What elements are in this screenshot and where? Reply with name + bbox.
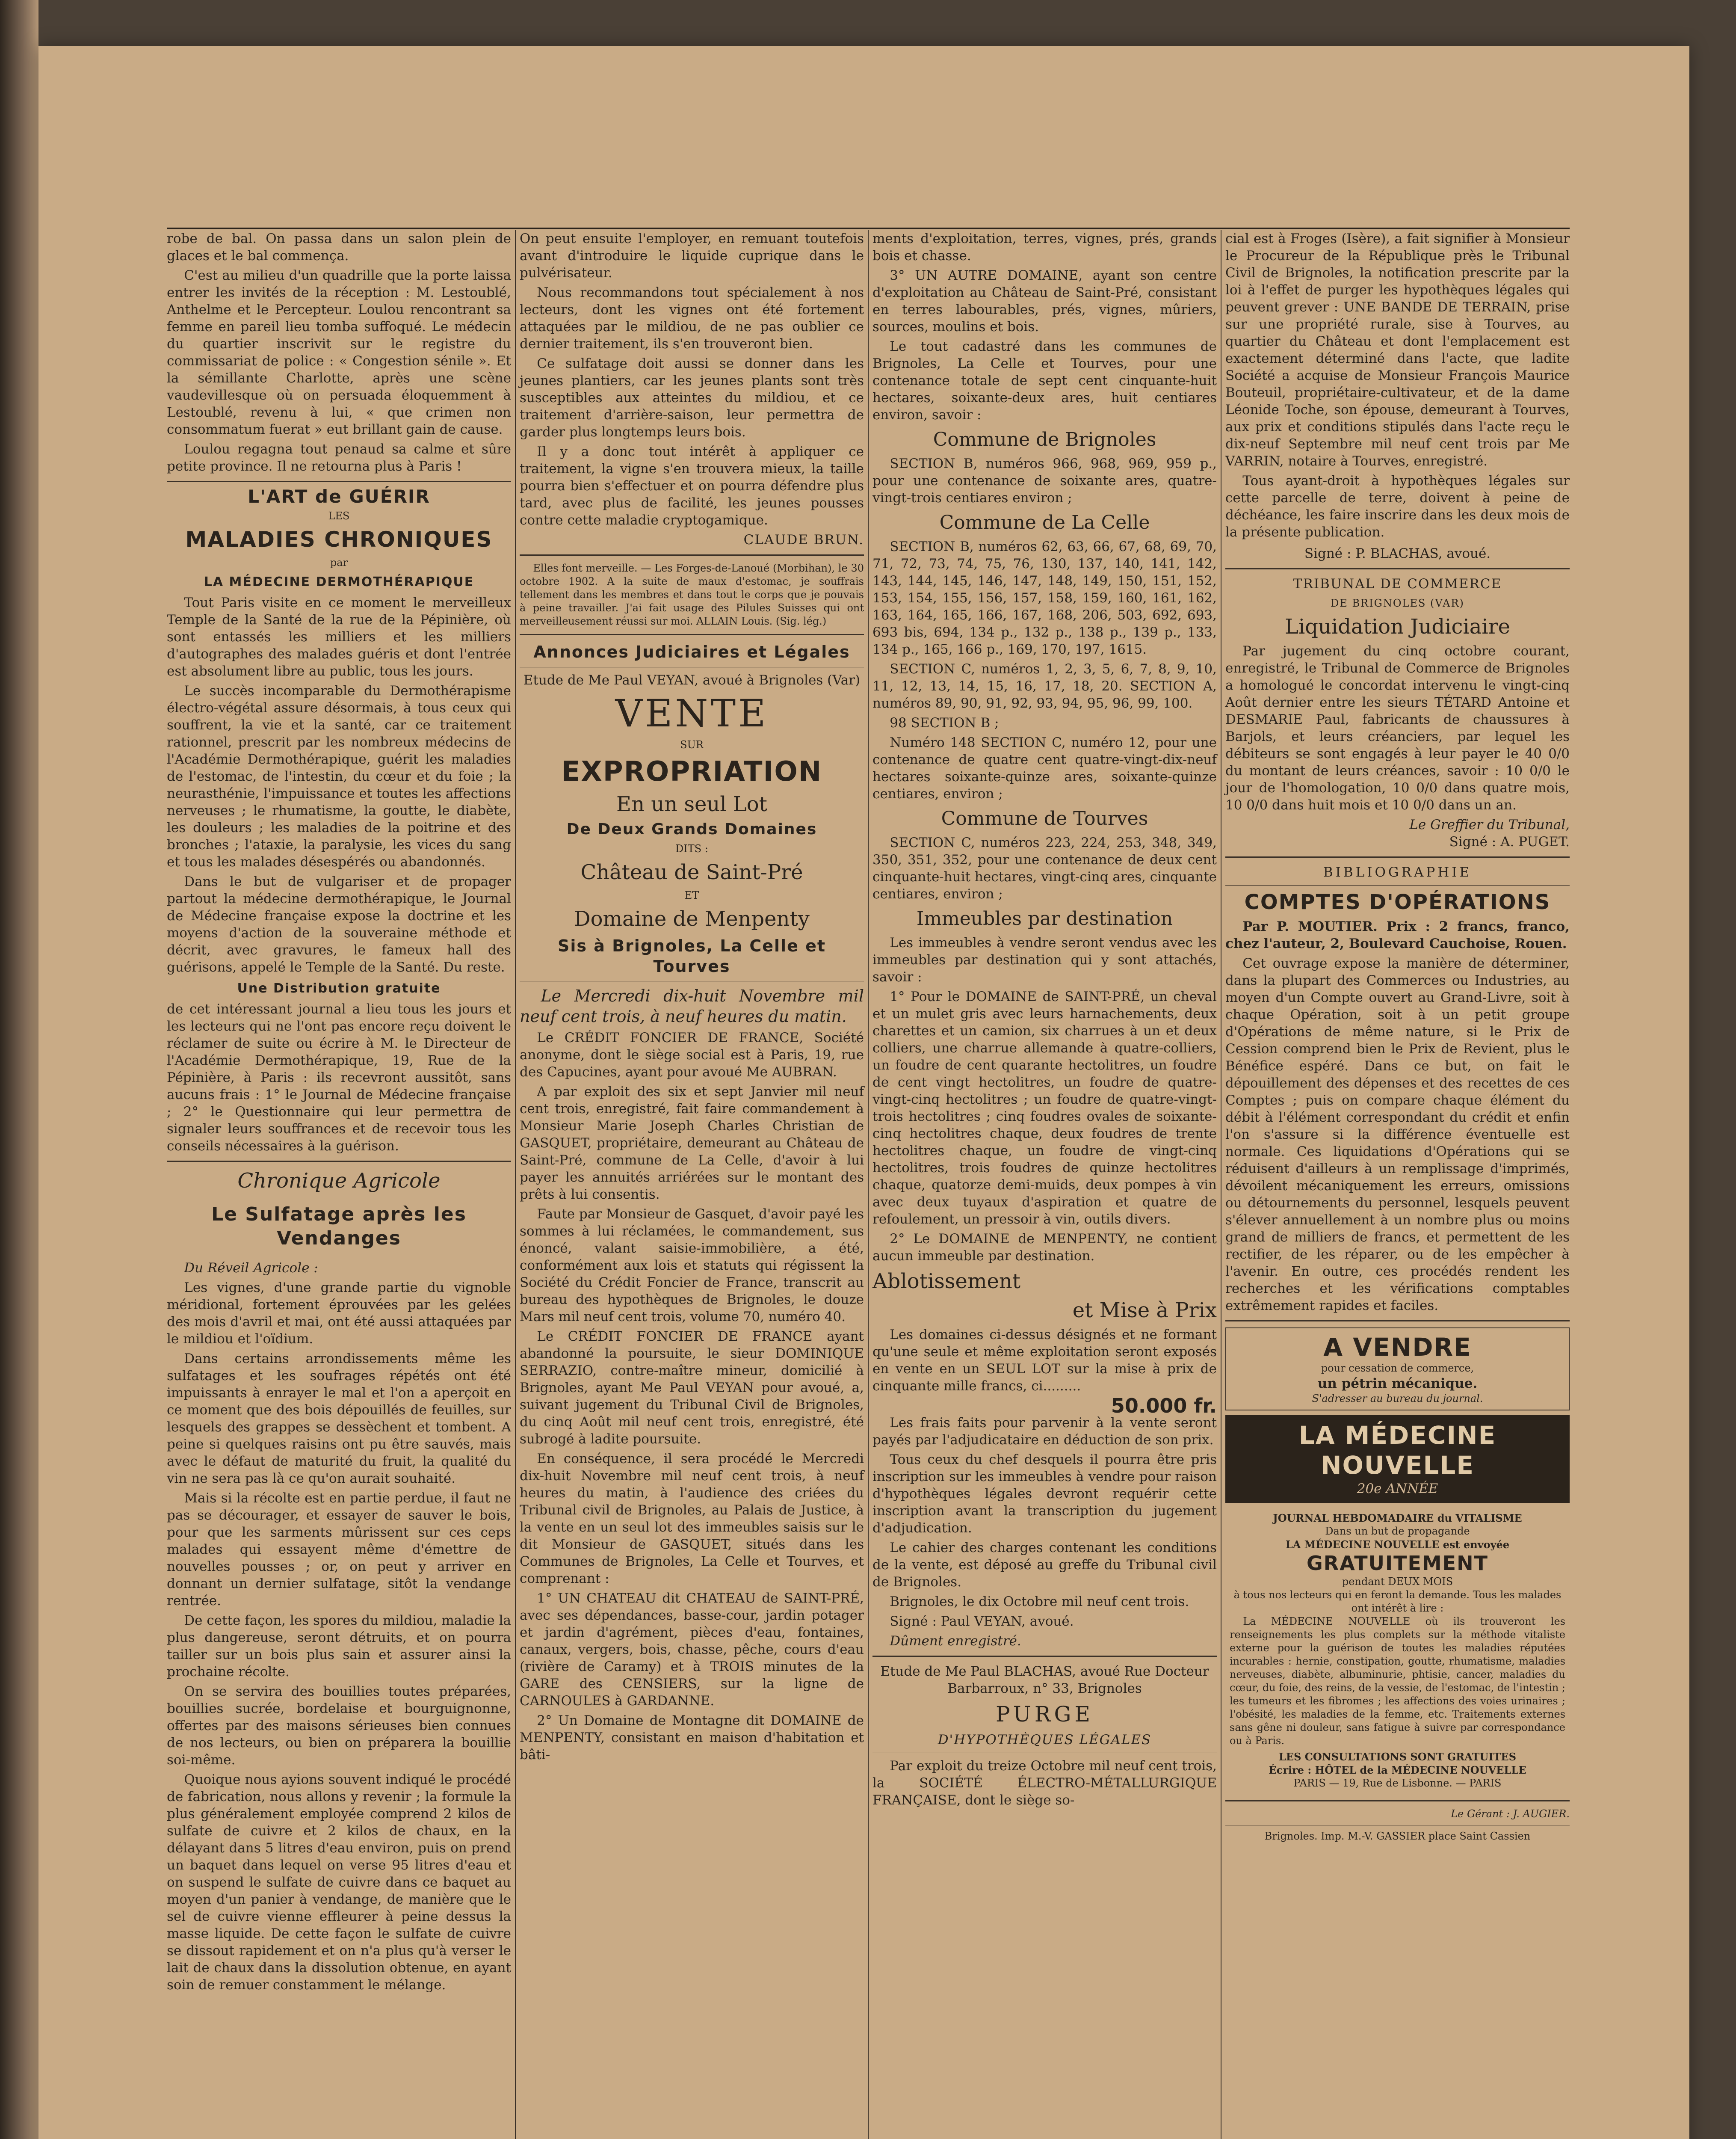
paragraph: On peut ensuite l'employer, en remuant toutefois avant d'introduire le liquide cuprique dans le pulvérisateur. [520, 231, 864, 281]
notice-header: Etude de Me Paul VEYAN, avoué à Brignoles (Var) [523, 673, 861, 688]
ad-text: Dans un but de propagande [1325, 1525, 1470, 1537]
signature: Signé : Paul VEYAN, avoué. [890, 1614, 1074, 1629]
paragraph: En conséquence, il sera procédé le Mercredi dix-huit Novembre mil neuf cent trois, à neuf heures du matin, à l'audience des criées du Tribunal civil de Brignoles, au Palais de Justice, à la vente en un seul lot des immeubles saisis sur le dit Monsieur de GASQUET, situés dans les Communes de Brignoles, La Celle et Tourves, et comprenant : [520, 1451, 864, 1586]
paragraph: Loulou regagna tout penaud sa calme et sûre petite province. Il ne retourna plus à Paris ! [167, 441, 511, 474]
paragraph: Les frais faits pour parvenir à la vente seront payés par l'adjudicataire en déduction de son prix. [872, 1415, 1217, 1448]
paragraph: Par exploit du treize Octobre mil neuf cent trois, la SOCIÉTÉ ÉLECTRO-MÉTALLURGIQUE FRANÇAISE, dont le siège so- [872, 1758, 1217, 1808]
paragraph: 2° Le DOMAINE de MENPENTY, ne contient aucun immeuble par destination. [872, 1231, 1217, 1264]
notice-sub: ET [684, 889, 699, 901]
paragraph: Faute par Monsieur de Gasquet, d'avoir payé les sommes à lui réclamées, le commandement, sus énoncé, valant saisie-immobilière, a été, conformément aux lois et statuts qui régissent la Société du Crédit Foncier de France, transcrit au bureau des hypothèques de Brignoles, le douze Mars mil neuf cent trois, volume 70, numéro 40. [520, 1206, 864, 1324]
printer-line: Brignoles. Imp. M.-V. GASSIER place Saint Cassien [1264, 1830, 1531, 1842]
notice-sub: De Deux Grands Domaines [566, 821, 817, 838]
ad-text: un pétrin mécanique. [1317, 1376, 1478, 1391]
ad-title: MALADIES CHRONIQUES [185, 527, 493, 552]
paragraph: SECTION C, numéros 1, 2, 3, 5, 6, 7, 8, 9, 10, 11, 12, 13, 14, 15, 16, 17, 18, 20. SECTION A, numéros 89, 90, 91, 92, 93, 94, 95, 96, 99, 100. [872, 661, 1217, 711]
testimonial: Elles font merveille. — Les Forges-de-Lanoué (Morbihan), le 30 octobre 1902. A la suite de maux d'estomac, je souffrais tellement dans les membres et dans tout le corps que je pouvais à peine travailler. J'ai fait usage des Pilules Suisses qui ont merveilleusement réussi sur moi. ALLAIN Louis. (Sig. lég.) [520, 562, 864, 627]
ad-title: GRATUITEMENT [1307, 1552, 1488, 1575]
notice-sub: SUR [680, 739, 704, 751]
divider [1225, 568, 1570, 569]
paragraph: Dans certains arrondissements même les sulfatages et les soufrages répétés ont été impuissants à enrayer le mal et l'on a aperçoit en ce moment que des bois dépouillés de feuilles, sur lesquels des grappes se dessèchent et tombent. A peine si quelques raisins ont pu être sauvés, mais avec le défaut de maturité du fruit, la qualité du vin ne sera pas là ce qu'on aurait souhaité. [167, 1351, 511, 1486]
ad-title: LA MÉDECINE NOUVELLE [1298, 1421, 1496, 1480]
vente-heading: VENTE [615, 691, 769, 735]
section-heading: Immeubles par destination [916, 908, 1173, 930]
column-1 [167, 230, 511, 2139]
notice-sub: DITS : [675, 843, 708, 855]
ad-text: à tous nos lecteurs qui en feront la demande. Tous les malades ont intérêt à lire : [1233, 1589, 1562, 1614]
divider [1225, 1320, 1570, 1321]
classified-ad [1225, 1327, 1570, 1410]
divider [1225, 856, 1570, 858]
paragraph: De cette façon, les spores du mildiou, maladie la plus dangereuse, seront détruits, et on pourra tailler sur un bois plus sain et assurer ainsi la prochaine récolte. [167, 1613, 511, 1680]
signature: CLAUDE BRUN. [743, 532, 864, 548]
notice-header: TRIBUNAL DE COMMERCE [1293, 576, 1502, 592]
notice-sub: En un seul Lot [616, 792, 767, 816]
paragraph: Le cahier des charges contenant les conditions de la vente, est déposé au greffe du Tribunal civil de Brignoles. [872, 1540, 1217, 1590]
paragraph: 1° Pour le DOMAINE de SAINT-PRÉ, un cheval et un mulet gris avec leurs harnachements, deux charettes et un camion, six charrues à un et deux colliers, une charrue allemande à quatre-colliers, un foudre de cent quarante hectolitres, un foudre de cent vingt hectolitres, un foudre de quatre-vingt-cinq hectolitres ; un foudre de quatre-vingt-trois hectolitres ; cinq foudres ovales de soixante-cinq hectolitres chaque, deux foudres de trente hectolitres chaque, un foudre de vingt-cinq hectolitres, trois foudres de quinze hectolitres chaque, quatorze demi-muids, deux pompes à vin avec deux tuyaux d'aspiration et quatre de refoulement, un pressoir à vin, outils divers. [872, 989, 1217, 1227]
paragraph: On se servira des bouillies toutes préparées, bouillies sucrée, bordelaise et bourguignonne, offertes par des maisons sérieuses bien connues de nos lecteurs, ou bien on préparera la bouillie soi-même. [167, 1684, 511, 1768]
paragraph: Les vignes, d'une grande partie du vignoble méridional, fortement éprouvées par les gelées des mois d'avril et mai, ont été aussi attaquées par le mildiou et l'oïdium. [167, 1280, 511, 1347]
paragraph: Le CRÉDIT FONCIER DE FRANCE, Société anonyme, dont le siège social est à Paris, 19, rue des Capucines, ayant pour avoué Me AUBRAN. [520, 1030, 864, 1080]
ad-heading: L'ART de GUÉRIR [248, 486, 430, 507]
notice-header: Etude de Me Paul BLACHAS, avoué Rue Docteur Barbarroux, n° 33, Brignoles [880, 1664, 1209, 1696]
book-info: Par P. MOUTIER. Prix : 2 francs, franco, chez l'auteur, 2, Boulevard Cauchoise, Rouen. [1225, 919, 1570, 951]
paragraph: Ce sulfatage doit aussi se donner dans les jeunes plantiers, car les jeunes plants sont très susceptibles aux atteintes du mildiou, et ce traitement d'arrière-saison, leur permettra de garder plus longtemps leurs bois. [520, 356, 864, 440]
paragraph: Il y a donc tout intérêt à appliquer ce traitement, la vigne s'en trouvera mieux, la taille pourra bien s'effectuer et on pourra défendre plus tard, avec plus de facilité, les jeunes pousses contre cette maladie cryptogamique. [520, 444, 864, 528]
commune-heading: Commune de Tourves [941, 808, 1148, 830]
gerant-line: Le Gérant : J. AUGIER. [1451, 1808, 1570, 1820]
paragraph: 2° Un Domaine de Montagne dit DOMAINE de MENPENTY, consistant en maison d'habitation et bâti- [520, 1713, 864, 1763]
paragraph: Brignoles, le dix Octobre mil neuf cent trois. [890, 1594, 1189, 1609]
divider [872, 1656, 1217, 1657]
section-heading: et Mise à Prix [1072, 1298, 1217, 1322]
paragraph: ments d'exploitation, terres, vignes, prés, grands bois et chasse. [872, 231, 1217, 264]
paragraph: Le succès incomparable du Dermothérapisme électro-végétal assure désormais, à tous ceux qui souffrent, la vie et la santé, car ce traitement rationnel, prescrit par les nombreux médecins de l'Académie Dermothérapique, guérit les maladies de l'estomac, de l'intestin, du cœur et du foie ; la neurasthénie, l'impuissance et toutes les affections nerveuses ; le rhumatisme, la goutte, le diabète, les douleurs ; les maladies de la poitrine et des bronches ; l'ataxie, la paralysie, les vices du sang et tous les malades désespérés ou abandonnés. [167, 683, 511, 870]
expropriation-heading: EXPROPRIATION [561, 756, 822, 788]
source-line: Du Réveil Agricole : [184, 1260, 318, 1276]
paragraph: Dans le but de vulgariser et de propager partout la médecine dermothérapique, le Journal de Médecine française expose la doctrine et les moyens d'action de la souveraine méthode et décrit, avec gravures, le fameux hall des guérisons, appelé le Temple de la Santé. Du reste. [167, 874, 511, 975]
reserve-price: 50.000 fr. [1111, 1394, 1217, 1417]
medecine-ad-body [1225, 1507, 1570, 1794]
signature: Signé : P. BLACHAS, avoué. [1304, 546, 1491, 561]
paragraph: C'est au milieu d'un quadrille que la porte laissa entrer les invités de la réception : M. Lestoublé, Anthelme et le Percepteur. Loulou rencontrant sa femme en pareil lieu tomba suffoqué. Le médecin du quartier inscrivit sur le registre du commissariat de police : « Congestion sénile ». Et la sémillante Charlotte, après une scène vaudevillesque où on persuada éloquemment à Lestoublé, revenu à lui, « que crimen non consommatum fuerat » eut brillant gain de cause. [167, 268, 511, 437]
medecine-nouvelle-ad [1225, 1415, 1570, 1503]
divider [520, 554, 864, 556]
divider [167, 481, 511, 482]
paragraph: robe de bal. On passa dans un salon plein de glaces et le bal commença. [167, 231, 511, 264]
ad-text: pendant DEUX MOIS [1342, 1576, 1453, 1588]
purge-heading: PURGE [996, 1702, 1094, 1727]
sale-date: Le Mercredi dix-huit Novembre mil neuf cent trois, à neuf heures du matin. [520, 987, 864, 1026]
paragraph: Les domaines ci-dessus désignés et ne formant qu'une seule et même exploitation seront exposés en vente en un SEUL LOT sur la mise à prix de cinquante mille francs, ci......... [872, 1327, 1217, 1394]
paragraph: Mais si la récolte est en partie perdue, il faut ne pas se décourager, et essayer de sauver le bois, pour que les sarments mûrissent sur ces ceps malades qui essayent même d'émettre de nouvelles pousses ; or, on peut y arriver en donnant un dernier sulfatage, sitôt la vendange rentrée. [167, 1490, 511, 1609]
divider [520, 634, 864, 635]
registration-note: Dûment enregistré. [890, 1633, 1021, 1649]
book-title: COMPTES D'OPÉRATIONS [1244, 890, 1551, 914]
section-title: Annonces Judiciaires et Légales [533, 643, 850, 661]
paragraph: Par jugement du cinq octobre courant, enregistré, le Tribunal de Commerce de Brignoles a homologué le concordat intervenu le vingt-cinq Août dernier entre les sieurs TÉTARD Antoine et DESMARIE Paul, fabricants de chaussures à Barjols, et leurs créanciers, par lequel les débiteurs se sont engagés à leur payer le 40 0/0 du montant de leurs créances, savoir : 10 0/0 le jour de l'homologation, 10 0/0 dans quatre mois, 10 0/0 dans huit mois et 10 0/0 dans un an. [1225, 643, 1570, 813]
paragraph: Le CRÉDIT FONCIER DE FRANCE ayant abandonné la poursuite, le sieur DOMINIQUE SERRAZIO, contre-maître mineur, domicilié à Brignoles, ayant Me Paul VEYAN pour avoué, a, suivant jugement du Tribunal Civil de Brignoles, du cinq Août mil neuf cent trois, enregistré, été subrogé à ladite poursuite. [520, 1329, 864, 1447]
ad-text: 20e ANNÉE [1357, 1481, 1438, 1496]
section-heading: Ablotissement [872, 1269, 1021, 1293]
ad-text: S'adresser au bureau du journal. [1312, 1392, 1483, 1404]
paragraph: SECTION B, numéros 62, 63, 66, 67, 68, 69, 70, 71, 72, 73, 74, 75, 76, 130, 137, 140, 141, 142, 143, 144, 145, 146, 147, 148, 149, 150, 151, 152, 153, 154, 155, 156, 157, 158, 159, 160, 161, 162, 163, 164, 165, 166, 167, 168, 206, 503, 692, 693, 693 bis, 694, 134 p., 132 p., 138 p., 139 p., 133, 134 p., 165, 166 p., 169, 170, 197, 1615. [872, 539, 1217, 657]
ad-text: JOURNAL HEBDOMADAIRE du VITALISME [1273, 1512, 1522, 1524]
paragraph: A par exploit des six et sept Janvier mil neuf cent trois, enregistré, fait faire commandement à Monsieur Marie Joseph Charles Christian de GASQUET, propriétaire, demeurant au Château de Saint-Pré, commune de La Celle, d'avoir à lui payer les annuités arriérées sur le montant des prêts à lui consentis. [520, 1084, 864, 1202]
notice-sub: D'HYPOTHÈQUES LÉGALES [937, 1732, 1152, 1748]
signature: Le Greffier du Tribunal, [1409, 817, 1570, 832]
ad-title: A VENDRE [1323, 1333, 1472, 1362]
column-2 [520, 230, 864, 2139]
section-heading: Liquidation Judiciaire [1284, 615, 1511, 639]
book-binding [0, 0, 38, 2139]
ad-text: PARIS — 19, Rue de Lisbonne. — PARIS [1293, 1777, 1502, 1789]
ad-text: Écrire : HÔTEL de la MÉDECINE NOUVELLE [1269, 1764, 1526, 1776]
property-location: Sis à Brignoles, La Celle et Tourves [557, 936, 826, 976]
paragraph: Quoique nous ayions souvent indiqué le procédé de fabrication, nous allons y revenir ; la formule la plus généralement employée comprend 2 kilos de sulfate de cuivre et 2 kilos de chaux, en la délayant dans 5 litres d'eau environ, puis on prend un baquet dans lequel on verse 95 litres d'eau et on suspend le sulfate de cuivre dans ce baquet au moyen d'un panier à vendange, de manière que le sel de cuivre vienne effleurer à peine dessus la masse liquide. De cette façon le sulfate de cuivre se dissout rapidement et on n'a plus qu'à verser le lait de chaux dans la dissolution obtenue, en ayant soin de remuer constamment le mélange. [167, 1772, 511, 1993]
paragraph: Nous recommandons tout spécialement à nos lecteurs, dont les vignes ont été fortement attaquées par le mildiou, de ne pas oublier ce dernier traitement, ils s'en trouveront bien. [520, 285, 864, 352]
column-3 [872, 230, 1217, 2139]
text-area [167, 230, 1570, 2139]
paragraph: SECTION B, numéros 966, 968, 969, 959 p., pour une contenance de soixante ares, quatre-vingt-trois centiares environ ; [872, 456, 1217, 506]
section-heading: BIBLIOGRAPHIE [1323, 865, 1472, 880]
column-4 [1225, 230, 1570, 2139]
divider [167, 1161, 511, 1162]
ad-text: LA MÉDECINE NOUVELLE est envoyée [1285, 1538, 1510, 1551]
paragraph: Numéro 148 SECTION C, numéro 12, pour une contenance de quatre cent quatre-vingt-dix-neuf hectares soixante-quinze ares, soixante-quinze centiares, environ ; [872, 735, 1217, 802]
commune-heading: Commune de La Celle [939, 512, 1150, 533]
paragraph: Cet ouvrage expose la manière de déterminer, dans la plupart des Commerces ou Industries, au moyen d'un Compte ouvert au Grand-Livre, soit à chaque Opération, soit à un petit groupe d'Opérations de même nature, si le Prix de Cession comprend bien le Prix de Revient, plus le Bénéfice espéré. Dans ce but, on fait le dépouillement des dépenses et des recettes de ces Comptes ; puis on compare chaque élément du débit à l'élément correspondant du crédit et enfin l'on s'assure si la différence éventuelle est normale. Ces liquidations d'Opérations qui se réduisent d'ailleurs à un remplissage d'imprimés, dévoilent mécaniquement les erreurs, omissions ou détournements du personnel, lesquels peuvent s'élever annuellement à un nombre plus ou moins grand de milliers de francs, et permettent de les rectifier, de les réparer, ou de les empêcher à l'avenir. En outre, ces procédés rendent les recherches et les vérifications comptables extrêmement rapides et faciles. [1225, 956, 1570, 1313]
paragraph: Le tout cadastré dans les communes de Brignoles, La Celle et Tourves, pour une contenance totale de sept cent cinquante-huit hectares, soixante-deux ares, huit centiares environ, savoir : [872, 339, 1217, 423]
paragraph: 98 SECTION B ; [890, 715, 999, 731]
ad-text: La MÉDECINE NOUVELLE où ils trouveront les renseignements les plus complets sur la méthode vitaliste externe pour la guérison de toutes les maladies réputées incurables : hernie, constipation, goutte, rhumatisme, maladies nerveuses, diabète, albuminurie, phtisie, cancer, maladies du cœur, du foie, des reins, de la vessie, de l'estomac, de l'intestin ; les tumeurs et les fibromes ; les affections des voies urinaires ; l'obésité, les maladies de la femme, etc. Traitements externes sans gêne ni douleur, sans fatigue à suivre par correspondance ou à Paris. [1230, 1615, 1565, 1747]
paragraph: Tous ayant-droit à hypothèques légales sur cette parcelle de terre, doivent à peine de déchéance, les faire inscrire dans les deux mois de la présente publication. [1225, 473, 1570, 540]
column-rule [515, 230, 516, 2139]
commune-heading: Commune de Brignoles [933, 429, 1156, 450]
paragraph: Tout Paris visite en ce moment le merveilleux Temple de la Santé de la rue de la Pépinière, où sont entassés les milliers et les milliers d'autographes des malades guéris et dont l'entrée est absolument libre au public, tous les jours. [167, 595, 511, 679]
paragraph: Les immeubles à vendre seront vendus avec les immeubles par destination qui y sont attachés, savoir : [872, 935, 1217, 985]
ad-text: LES CONSULTATIONS SONT GRATUITES [1278, 1751, 1517, 1763]
signature: Signé : A. PUGET. [1449, 834, 1570, 850]
ad-subheading: par [330, 557, 348, 569]
property-name: Château de Saint-Pré [580, 860, 803, 884]
ad-subheading: LES [328, 510, 350, 522]
property-name: Domaine de Menpenty [574, 907, 810, 931]
paragraph: cial est à Froges (Isère), a fait signifier à Monsieur le Procureur de la République près le Tribunal Civil de Brignoles, la notification prescrite par la loi à l'effet de purger les hypothèques légales qui peuvent grever : UNE BANDE DE TERRAIN, prise sur une propriété rurale, sise à Tourves, au quartier du Château et dont l'emplacement est exactement déterminé dans l'acte, que ladite Société a acquise de Monsieur François Maurice Bouteuil, propriétaire-cultivateur, et de la dame Léonide Toche, son épouse, demeurant à Tourves, aux prix et conditions stipulés dans l'acte reçu le dix-neuf Septembre mil neuf cent trois par Me VARRIN, notaire à Tourves, enregistré. [1225, 231, 1570, 469]
ad-subtitle: Une Distribution gratuite [237, 981, 441, 996]
notice-sub: DE BRIGNOLES (VAR) [1331, 597, 1464, 609]
article-title: Le Sulfatage après les Vendanges [211, 1203, 467, 1249]
ad-subtitle: LA MÉDECINE DERMOTHÉRAPIQUE [204, 575, 474, 590]
paragraph: Tous ceux du chef desquels il pourra être pris inscription sur les immeubles à vendre pour raison d'hypothèques légales devront requérir cette inscription avant la transcription du jugement d'adjudication. [872, 1452, 1217, 1536]
section-title: Chronique Agricole [237, 1169, 441, 1193]
paragraph: de cet intéressant journal a lieu tous les jours et les lecteurs qui ne l'ont pas encore reçu doivent le réclamer de suite ou écrire à M. le Directeur de l'Académie Dermothérapique, 19, Rue de la Pépinière, à Paris : ils recevront aussitôt, sans aucuns frais : 1° le Journal de Médecine française ; 2° le Questionnaire qui leur permettra de signaler leurs souffrances et de recevoir tous les conseils nécessaires à la guérison. [167, 1001, 511, 1154]
paragraph: SECTION C, numéros 223, 224, 253, 348, 349, 350, 351, 352, pour une contenance de deux cent cinquante-huit hectares, vingt-cinq ares, cinquante centiares, environ ; [872, 835, 1217, 902]
divider [1225, 885, 1570, 886]
ad-text: pour cessation de commerce, [1321, 1362, 1474, 1374]
column-rule [868, 230, 869, 2139]
divider [1225, 1800, 1570, 1801]
newspaper-page [38, 46, 1689, 2139]
top-rule [167, 228, 1570, 229]
paragraph: 3° UN AUTRE DOMAINE, ayant son centre d'exploitation au Château de Saint-Pré, consistant en terres labourables, prés, vignes, mûriers, sources, moulins et bois. [872, 268, 1217, 335]
paragraph: 1° UN CHATEAU dit CHATEAU de SAINT-PRÉ, avec ses dépendances, basse-cour, jardin potager et jardin d'agrément, pièces d'eau, fontaines, canaux, vergers, bois, chasse, pêche, cours d'eau (rivière de Caramy) et à TROIS minutes de la GARE des CENSIERS, sur la ligne de CARNOULES à GARDANNE. [520, 1591, 864, 1709]
